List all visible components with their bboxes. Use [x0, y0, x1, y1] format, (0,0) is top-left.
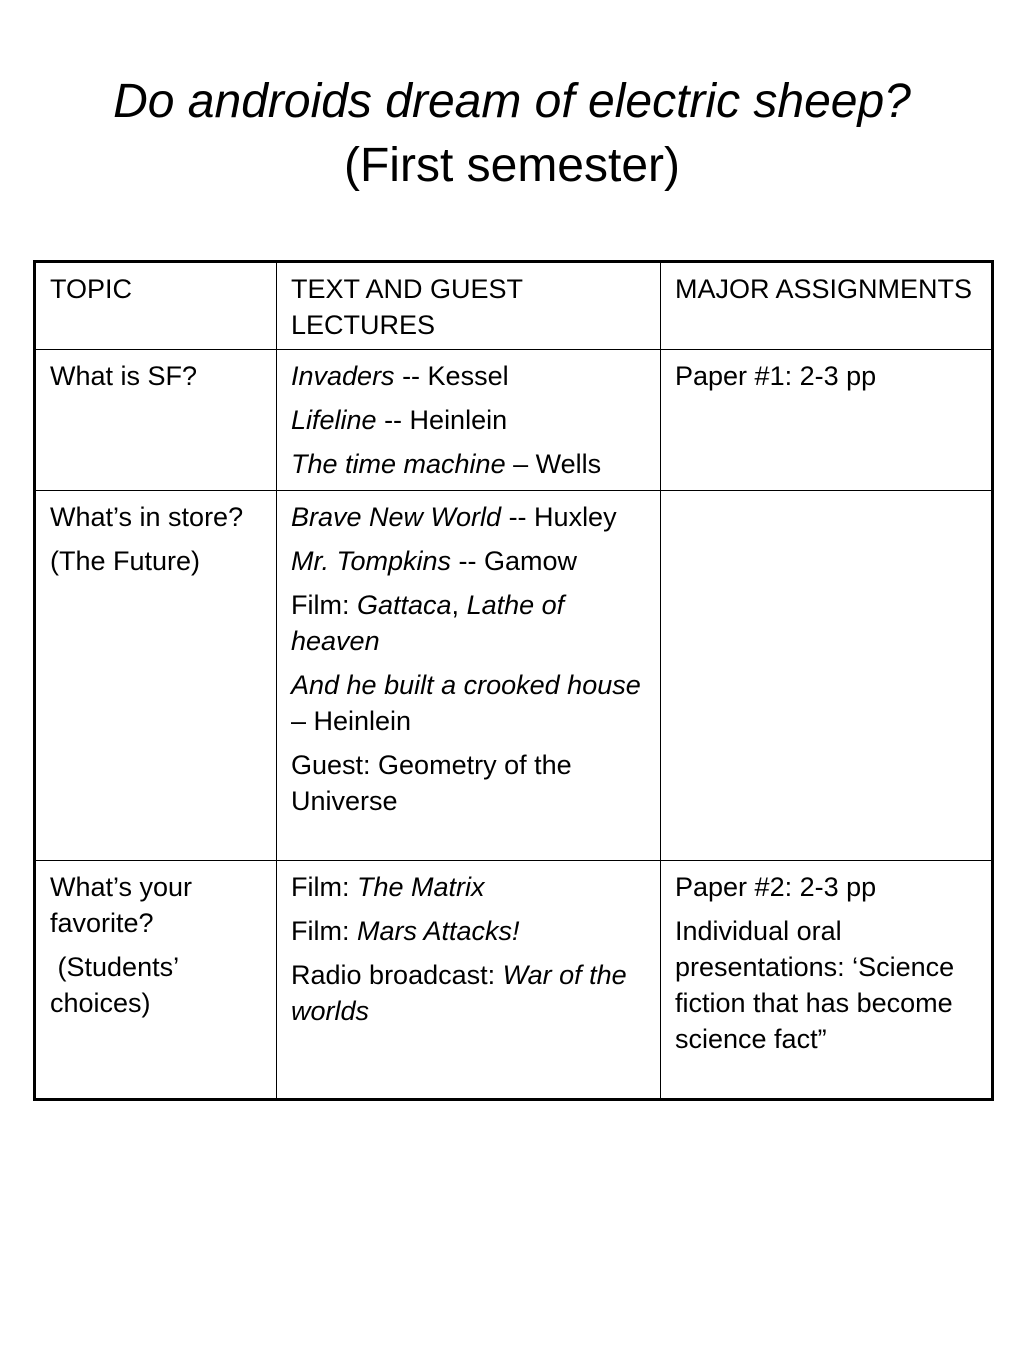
item-prefix: Film:	[291, 872, 357, 902]
topic-cell	[35, 491, 277, 861]
assignment-item: Paper #1: 2-3 pp	[675, 361, 877, 391]
item-prefix: Film:	[291, 590, 357, 620]
assignments-cell	[661, 350, 993, 491]
table-row	[35, 491, 993, 861]
work-title: Brave New World	[291, 502, 502, 532]
text-item	[291, 667, 648, 739]
title-line-2: (First semester)	[344, 139, 680, 192]
text-item	[291, 446, 648, 482]
topic-line: What’s your favorite?	[50, 872, 193, 938]
text-item	[291, 402, 648, 438]
work-author: -- Gamow	[451, 546, 578, 576]
work-title: Invaders	[291, 361, 395, 391]
work-author: -- Huxley	[501, 502, 617, 532]
header-texts: TEXT AND GUEST LECTURES	[277, 262, 661, 350]
topic-cell	[35, 861, 277, 1100]
topic-line: (Students’ choices)	[50, 952, 186, 1018]
assignments-cell	[661, 861, 993, 1100]
topic-line: (The Future)	[50, 546, 201, 576]
item-separator: ,	[451, 590, 467, 620]
text-item	[291, 358, 648, 394]
work-title: Lathe of heaven	[291, 590, 565, 656]
text-item	[291, 543, 648, 579]
text-item	[291, 869, 648, 905]
topic-line: What’s in store?	[50, 502, 244, 532]
text-item	[291, 499, 648, 535]
table-row	[35, 350, 993, 491]
work-title: Gattaca	[356, 590, 452, 620]
text-item	[291, 913, 648, 949]
work-title: And he built a crooked house	[291, 670, 641, 700]
item-prefix: Film:	[291, 916, 357, 946]
texts-cell	[277, 861, 661, 1100]
title-line-1: Do androids dream of electric sheep?	[113, 75, 911, 128]
work-author: – Heinlein	[291, 706, 412, 736]
item-prefix: Radio broadcast:	[291, 960, 503, 990]
work-title: Mars Attacks!	[356, 916, 520, 946]
texts-cell	[277, 350, 661, 491]
page-title	[0, 70, 1024, 198]
text-item	[291, 587, 648, 659]
header-assignments: MAJOR ASSIGNMENTS	[661, 262, 993, 350]
assignment-item: Paper #2: 2-3 pp	[675, 872, 877, 902]
work-title: The Matrix	[356, 872, 485, 902]
syllabus-table	[33, 260, 994, 1101]
table-header-row	[35, 262, 993, 350]
header-topic: TOPIC	[35, 262, 277, 350]
topic-cell	[35, 350, 277, 491]
assignments-cell	[661, 491, 993, 861]
work-author: -- Kessel	[394, 361, 509, 391]
work-title: The time machine	[291, 449, 506, 479]
work-title: Mr. Tompkins	[291, 546, 452, 576]
texts-cell	[277, 491, 661, 861]
work-title: War of the worlds	[291, 960, 627, 1026]
text-item: Guest: Geometry of the Universe	[291, 750, 572, 816]
work-author: – Wells	[505, 449, 602, 479]
topic-line: What is SF?	[50, 361, 198, 391]
table-row	[35, 861, 993, 1100]
work-author: -- Heinlein	[376, 405, 508, 435]
assignment-item: Individual oral presentations: ‘Science fiction that has become science fact”	[675, 916, 955, 1054]
text-item	[291, 957, 648, 1029]
work-title: Lifeline	[291, 405, 377, 435]
